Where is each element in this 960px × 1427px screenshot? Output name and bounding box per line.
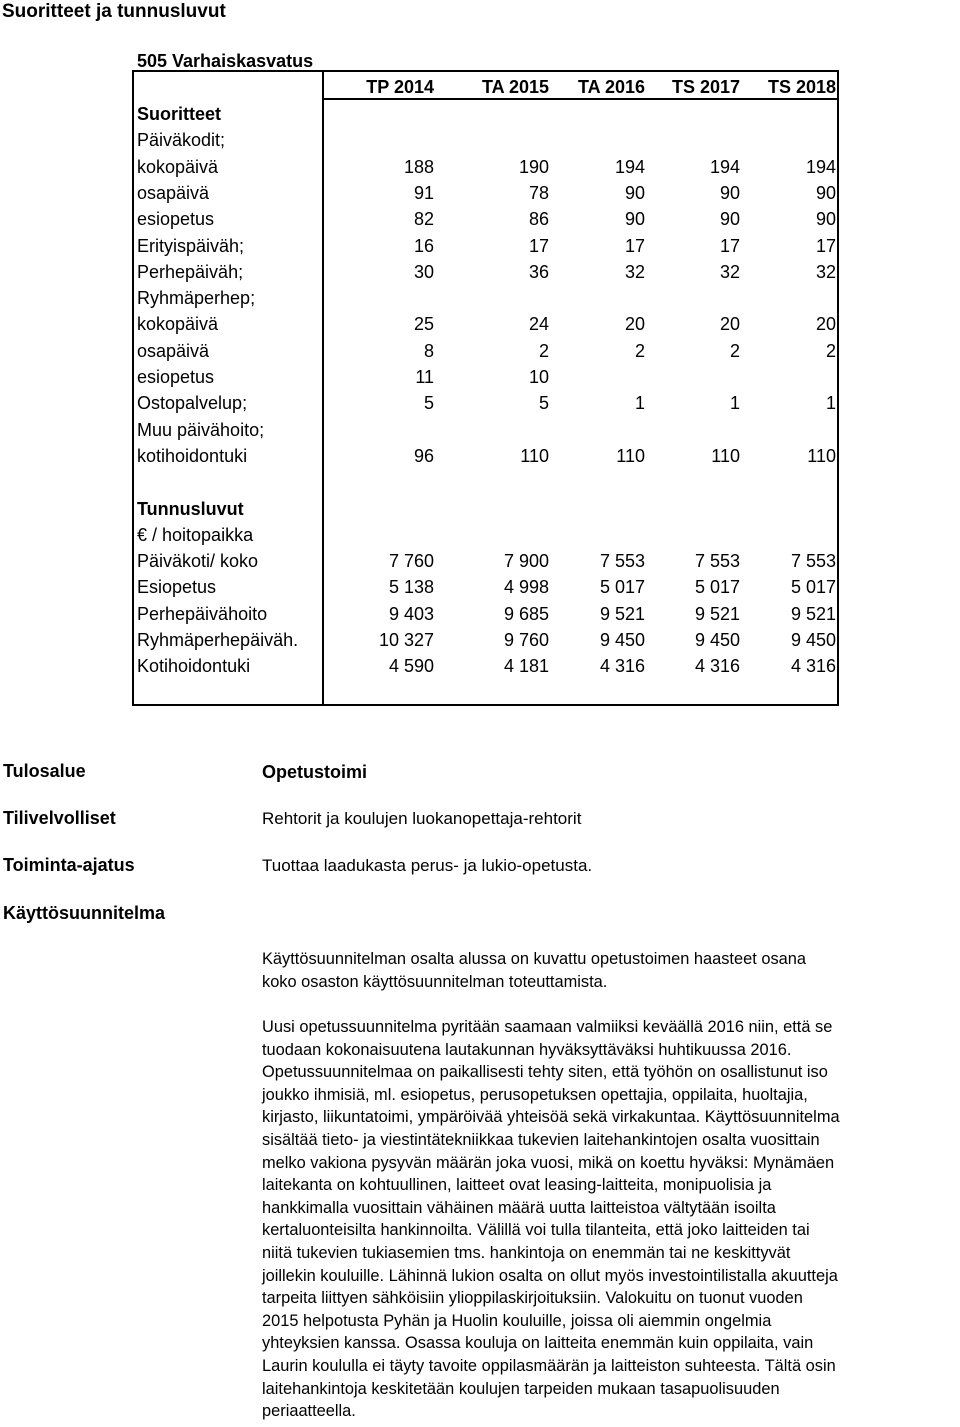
table-cell: 1 xyxy=(729,393,740,414)
table-cell: 32 xyxy=(624,261,645,282)
text-line: periaatteella. xyxy=(262,1402,356,1421)
table-cell: 5 xyxy=(423,393,434,414)
table-cell: 16 xyxy=(413,235,434,256)
table-cell: 10 327 xyxy=(378,630,434,650)
text-line: Laurin koululla ei täyty tavoite oppilasmäärän ja laitteiston suhteesta. Tältä osin xyxy=(262,1356,836,1375)
table-cell: 20 xyxy=(624,314,645,335)
table-cell: 9 450 xyxy=(599,630,645,650)
text-line: niitä tukevien tukiasemien tms. hankintoja on enemmän tai ne keskittyvät xyxy=(262,1243,791,1262)
field-value: Opetustoimi xyxy=(262,762,368,782)
table-cell: 36 xyxy=(528,261,549,282)
table-cell: 20 xyxy=(719,314,740,335)
table-cell: 11 xyxy=(415,367,434,387)
text-line: hankkimalla vuosittain vähäinen määrä uutta laitteistoa vältytään isoilta xyxy=(262,1198,776,1217)
text-line: melko vakiona pysyvän määrän joka vuosi, mikä on koettu hyväksi: Mynämäen xyxy=(262,1153,835,1172)
table-cell: 4 316 xyxy=(790,656,836,677)
page-heading: Suoritteet ja tunnusluvut xyxy=(2,1,226,22)
text-line: kirjasto, liikuntatoimi, ympäröivää yhteisöä sekä virkakuntaa. Käyttösuunnitelma xyxy=(262,1108,840,1127)
table-cell: 86 xyxy=(528,209,549,230)
text-line: laitekanta on kohtuullinen, laitteet ovat leasing-laitteita, monipuolisia ja xyxy=(262,1176,772,1195)
text-line: laitehankintoja keskitetään koulujen tarpeiden mukaan tasapuolisuuden xyxy=(262,1379,780,1398)
header-divider xyxy=(322,98,839,100)
row-label: Suoritteet xyxy=(137,104,222,124)
column-header: TS 2017 xyxy=(671,77,740,97)
table-cell: 32 xyxy=(719,261,740,282)
table-cell: 9 760 xyxy=(503,630,549,650)
table-cell: 25 xyxy=(413,314,434,335)
column-header: TA 2015 xyxy=(481,77,549,97)
table-cell: 4 181 xyxy=(503,656,549,677)
table-cell: 1 xyxy=(825,393,836,414)
row-label: esiopetus xyxy=(137,209,215,230)
performance-table xyxy=(131,43,840,708)
table-cell: 90 xyxy=(624,182,645,203)
table-cell: 194 xyxy=(805,156,836,177)
table-cell: 24 xyxy=(528,314,549,335)
column-header: TS 2018 xyxy=(767,77,836,97)
table-cell: 17 xyxy=(624,235,645,256)
row-label: Muu päivähoito; xyxy=(137,419,265,440)
field-value: Tuottaa laadukasta perus- ja lukio-opetusta. xyxy=(262,856,593,875)
text-line: tuodaan kokonaisuutena lautakunnan hyväksyttäväksi huhtikuussa 2016. xyxy=(262,1040,792,1059)
table-cell: 4 316 xyxy=(694,656,740,677)
table-cell: 2 xyxy=(634,340,645,361)
section-label: Käyttösuunnitelma xyxy=(3,903,166,923)
table-cell: 110 xyxy=(711,445,740,466)
text-line: kertaluonteisilta hankinnoilta. Välillä voi tulla tilanteita, että joko laitteiden tai xyxy=(262,1221,810,1240)
table-cell: 82 xyxy=(413,209,434,230)
table-cell: 110 xyxy=(807,445,836,466)
row-label: Päiväkodit; xyxy=(137,130,226,151)
row-label: kokopäivä xyxy=(137,314,219,335)
table-cell: 96 xyxy=(413,445,434,466)
row-label: Ryhmäperhepäiväh. xyxy=(137,630,299,650)
field-label: Tulosalue xyxy=(3,761,86,781)
table-cell: 17 xyxy=(719,235,740,256)
table-cell: 9 450 xyxy=(694,630,740,650)
row-label: osapäivä xyxy=(137,182,210,203)
table-cell: 110 xyxy=(520,445,549,466)
row-label: esiopetus xyxy=(137,367,215,387)
table-cell: 90 xyxy=(624,209,645,230)
row-label: kokopäivä xyxy=(137,156,219,177)
text-line: sisältää tieto- ja viestintätekniikkaa tukevien laitehankintojen osalta vuosittain xyxy=(262,1130,820,1149)
field-label: Tilivelvolliset xyxy=(3,808,116,828)
text-line: 2015 helpotusta Pyhän ja Huolin kouluille, joissa oli aiemmin ongelmia xyxy=(262,1311,772,1330)
table-cell: 9 521 xyxy=(694,603,740,624)
table-cell: 9 521 xyxy=(790,603,836,624)
row-label: Ryhmäperhep; xyxy=(137,288,256,309)
table-cell: 2 xyxy=(538,340,549,361)
table-cell: 5 017 xyxy=(599,577,645,598)
row-label: Erityispäiväh; xyxy=(137,235,245,256)
table-cell: 110 xyxy=(616,445,645,466)
text-line: Käyttösuunnitelman osalta alussa on kuvattu opetustoimen haasteet osana xyxy=(262,950,806,968)
paragraph xyxy=(262,1016,960,1423)
table-cell: 32 xyxy=(815,261,836,282)
table-cell: 91 xyxy=(413,182,434,203)
table-cell: 188 xyxy=(403,156,434,177)
row-label: Päiväkoti/ koko xyxy=(137,551,259,572)
table-cell: 90 xyxy=(815,209,836,230)
field-value: Rehtorit ja koulujen luokanopettaja-rehtorit xyxy=(262,809,582,828)
table-cell: 5 017 xyxy=(790,577,836,598)
row-label: kotihoidontuki xyxy=(137,445,248,466)
table-cell: 20 xyxy=(815,314,836,335)
table-cell: 194 xyxy=(614,156,645,177)
row-label: Kotihoidontuki xyxy=(137,656,251,677)
row-label: Perhepäiväh; xyxy=(137,261,244,282)
table-cell: 17 xyxy=(528,235,549,256)
table-cell: 4 590 xyxy=(388,656,434,677)
table-title: 505 Varhaiskasvatus xyxy=(137,51,314,71)
table-cell: 9 403 xyxy=(388,603,434,624)
table-cell: 4 316 xyxy=(599,656,645,677)
text-line: joukko ihmisiä, ml. esiopetus, perusopetuksen opettajia, oppilaita, huoltajia, xyxy=(262,1085,808,1104)
field-label: Toiminta-ajatus xyxy=(3,855,135,875)
paragraph xyxy=(262,948,960,993)
table-cell: 5 138 xyxy=(388,577,434,598)
table-cell: 7 553 xyxy=(790,551,836,572)
table-cell: 78 xyxy=(528,182,549,203)
table-cell: 90 xyxy=(815,182,836,203)
text-line: yhteyksien kanssa. Osassa kouluja on laitteita enemmän kuin oppilaita, vain xyxy=(262,1334,814,1353)
table-cell: 7 900 xyxy=(503,551,549,572)
table-cell: 90 xyxy=(719,209,740,230)
column-header: TP 2014 xyxy=(366,77,434,97)
row-label: € / hoitopaikka xyxy=(137,524,254,545)
text-line: Opetussuunnitelmaa on paikallisesti tehty siten, että työhön on osallistunut iso xyxy=(262,1063,828,1082)
table-cell: 9 450 xyxy=(790,630,836,650)
text-line: Uusi opetussuunnitelma pyritään saamaan valmiiksi keväällä 2016 niin, että se xyxy=(262,1018,833,1036)
table-cell: 10 xyxy=(528,367,549,387)
row-label: Perhepäivähoito xyxy=(137,603,268,624)
column-header: TA 2016 xyxy=(577,77,645,97)
label-column-divider xyxy=(322,70,324,706)
table-cell: 30 xyxy=(413,261,434,282)
text-line: joillekin kouluille. Lähinnä lukion osalta on ollut myös investointilistalla akuutteja xyxy=(262,1266,838,1285)
row-label: Tunnusluvut xyxy=(137,498,244,519)
table-cell: 9 521 xyxy=(599,603,645,624)
table-cell: 17 xyxy=(815,235,836,256)
table-cell: 1 xyxy=(634,393,645,414)
table-cell: 2 xyxy=(825,340,836,361)
table-cell: 190 xyxy=(518,156,549,177)
table-cell: 8 xyxy=(423,340,434,361)
table-cell: 5 017 xyxy=(694,577,740,598)
table-cell: 7 553 xyxy=(694,551,740,572)
table-cell: 4 998 xyxy=(503,577,549,598)
table-cell: 5 xyxy=(538,393,549,414)
table-cell: 7 760 xyxy=(388,551,434,572)
row-label: Ostopalvelup; xyxy=(137,393,248,414)
table-cell: 194 xyxy=(709,156,740,177)
row-label: Esiopetus xyxy=(137,577,217,598)
table-cell: 2 xyxy=(729,340,740,361)
text-line: koko osaston käyttösuunnitelman toteuttamista. xyxy=(262,972,608,991)
table-cell: 7 553 xyxy=(599,551,645,572)
row-label: osapäivä xyxy=(137,340,210,361)
table-cell: 90 xyxy=(719,182,740,203)
table-cell: 9 685 xyxy=(503,603,549,624)
text-line: tarpeita liittyen sähköisiin ylioppilaskirjoituksiin. Valokuitu on tuonut vuoden xyxy=(262,1289,803,1308)
